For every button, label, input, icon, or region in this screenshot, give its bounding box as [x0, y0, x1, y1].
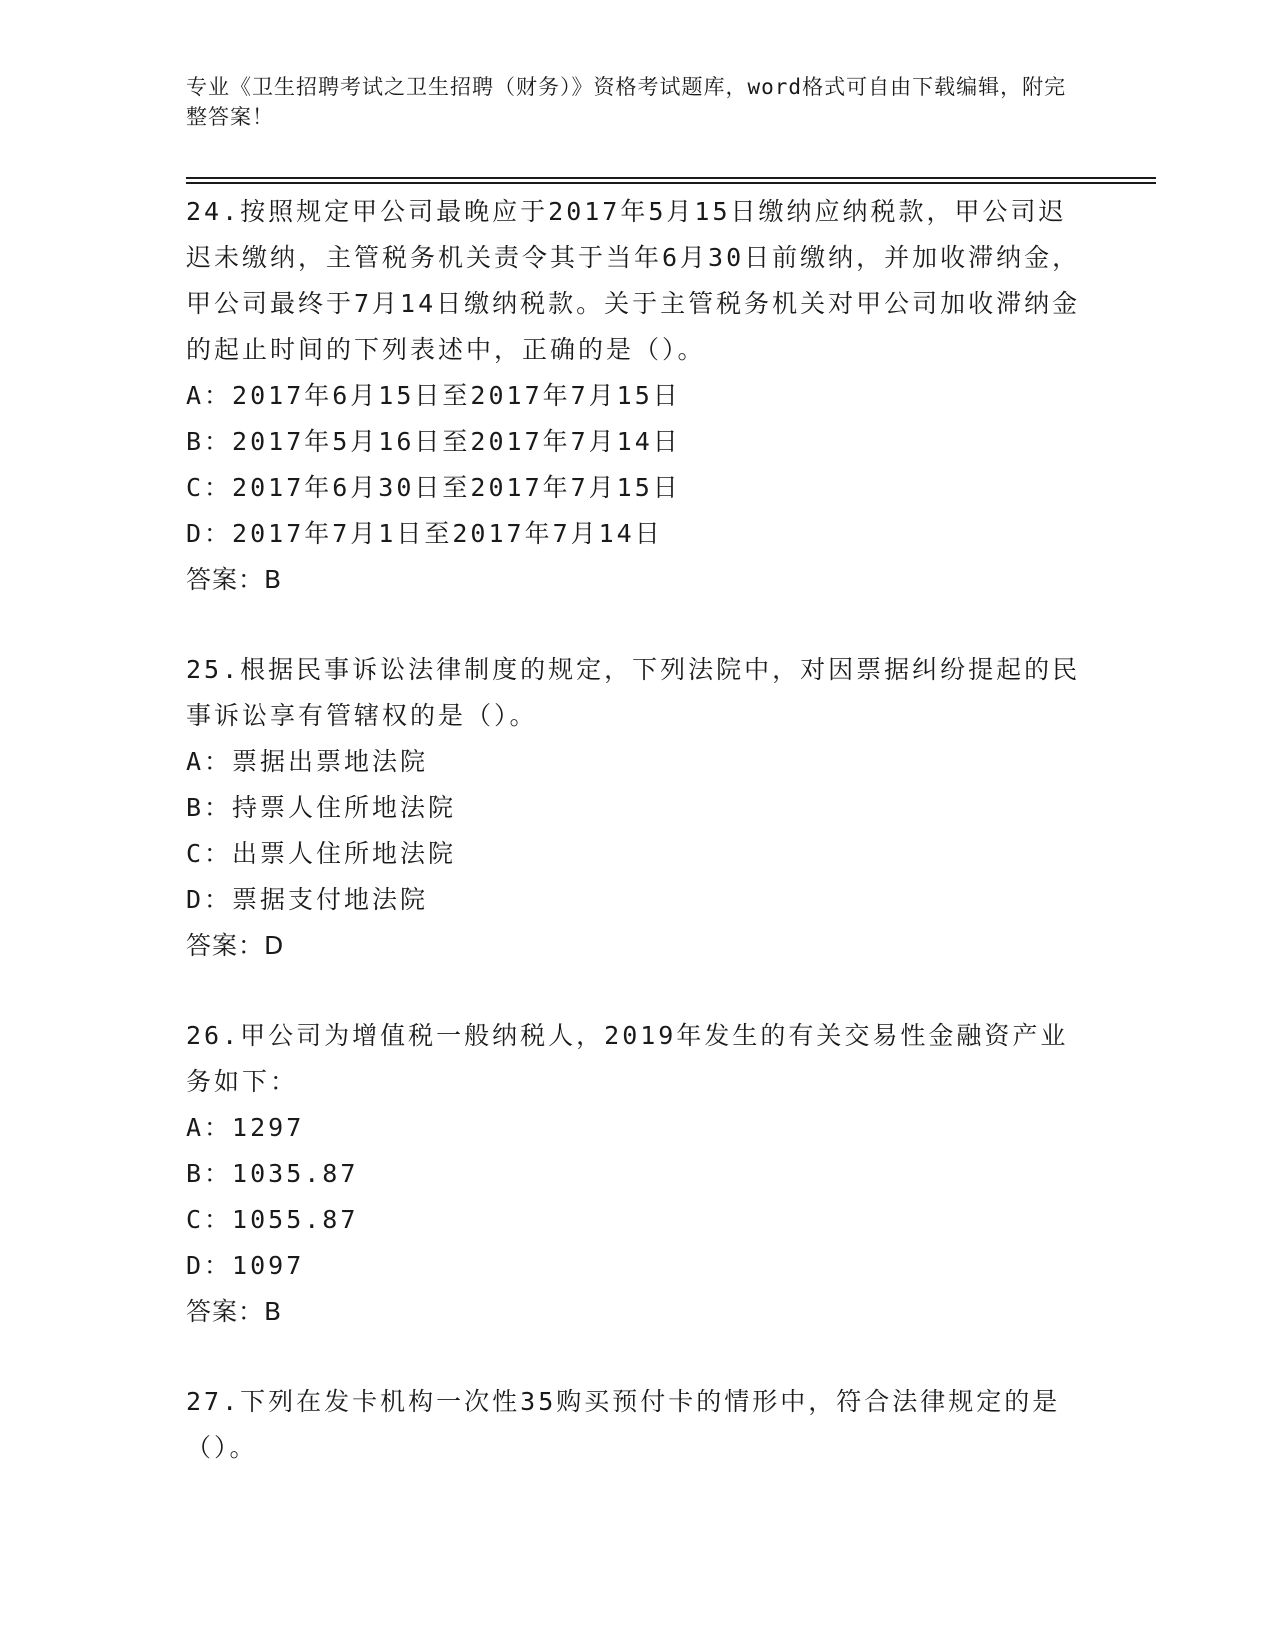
document-header: 专业《卫生招聘考试之卫生招聘（财务）》资格考试题库，word格式可自由下载编辑，附完整答案！ — [186, 75, 1067, 129]
question-text: 27.下列在发卡机构一次性35购买预付卡的情形中，符合法律规定的是（）。 — [186, 1387, 1061, 1462]
question-text: 26.甲公司为增值税一般纳税人，2019年发生的有关交易性金融资产业务如下： — [186, 1021, 1069, 1096]
question-24 — [186, 189, 1086, 603]
question-25 — [186, 647, 1086, 969]
answer: 答案：B — [186, 565, 283, 594]
question-text: 24.按照规定甲公司最晚应于2017年5月15日缴纳应纳税款，甲公司迟迟未缴纳，主管税务机关责令其于当年6月30日前缴纳，并加收滞纳金，甲公司最终于7月14日缴纳税款。关于主管税务机关对甲公司加收滞纳金的起止时间的下列表述中，正确的是（）。 — [186, 197, 1081, 364]
option-a: A：2017年6月15日至2017年7月15日 — [186, 381, 681, 410]
option-b: B：2017年5月16日至2017年7月14日 — [186, 427, 681, 456]
option-c: C：出票人住所地法院 — [186, 839, 457, 868]
option-b: B：持票人住所地法院 — [186, 793, 457, 822]
question-list — [186, 189, 1086, 1515]
option-c: C：2017年6月30日至2017年7月15日 — [186, 473, 681, 502]
answer: 答案：B — [186, 1297, 283, 1326]
option-a: A：1297 — [186, 1113, 305, 1142]
question-text: 25.根据民事诉讼法律制度的规定，下列法院中，对因票据纠纷提起的民事诉讼享有管辖权的是（）。 — [186, 655, 1081, 730]
answer: 答案：D — [186, 931, 285, 960]
option-d: D：1097 — [186, 1251, 305, 1280]
header-rule-bottom — [186, 182, 1156, 184]
option-d: D：2017年7月1日至2017年7月14日 — [186, 519, 663, 548]
question-26 — [186, 1013, 1086, 1335]
question-27 — [186, 1379, 1086, 1471]
option-a: A：票据出票地法院 — [186, 747, 429, 776]
header-rule-top — [186, 177, 1156, 179]
option-b: B：1035.87 — [186, 1159, 359, 1188]
option-c: C：1055.87 — [186, 1205, 359, 1234]
option-d: D：票据支付地法院 — [186, 885, 429, 914]
